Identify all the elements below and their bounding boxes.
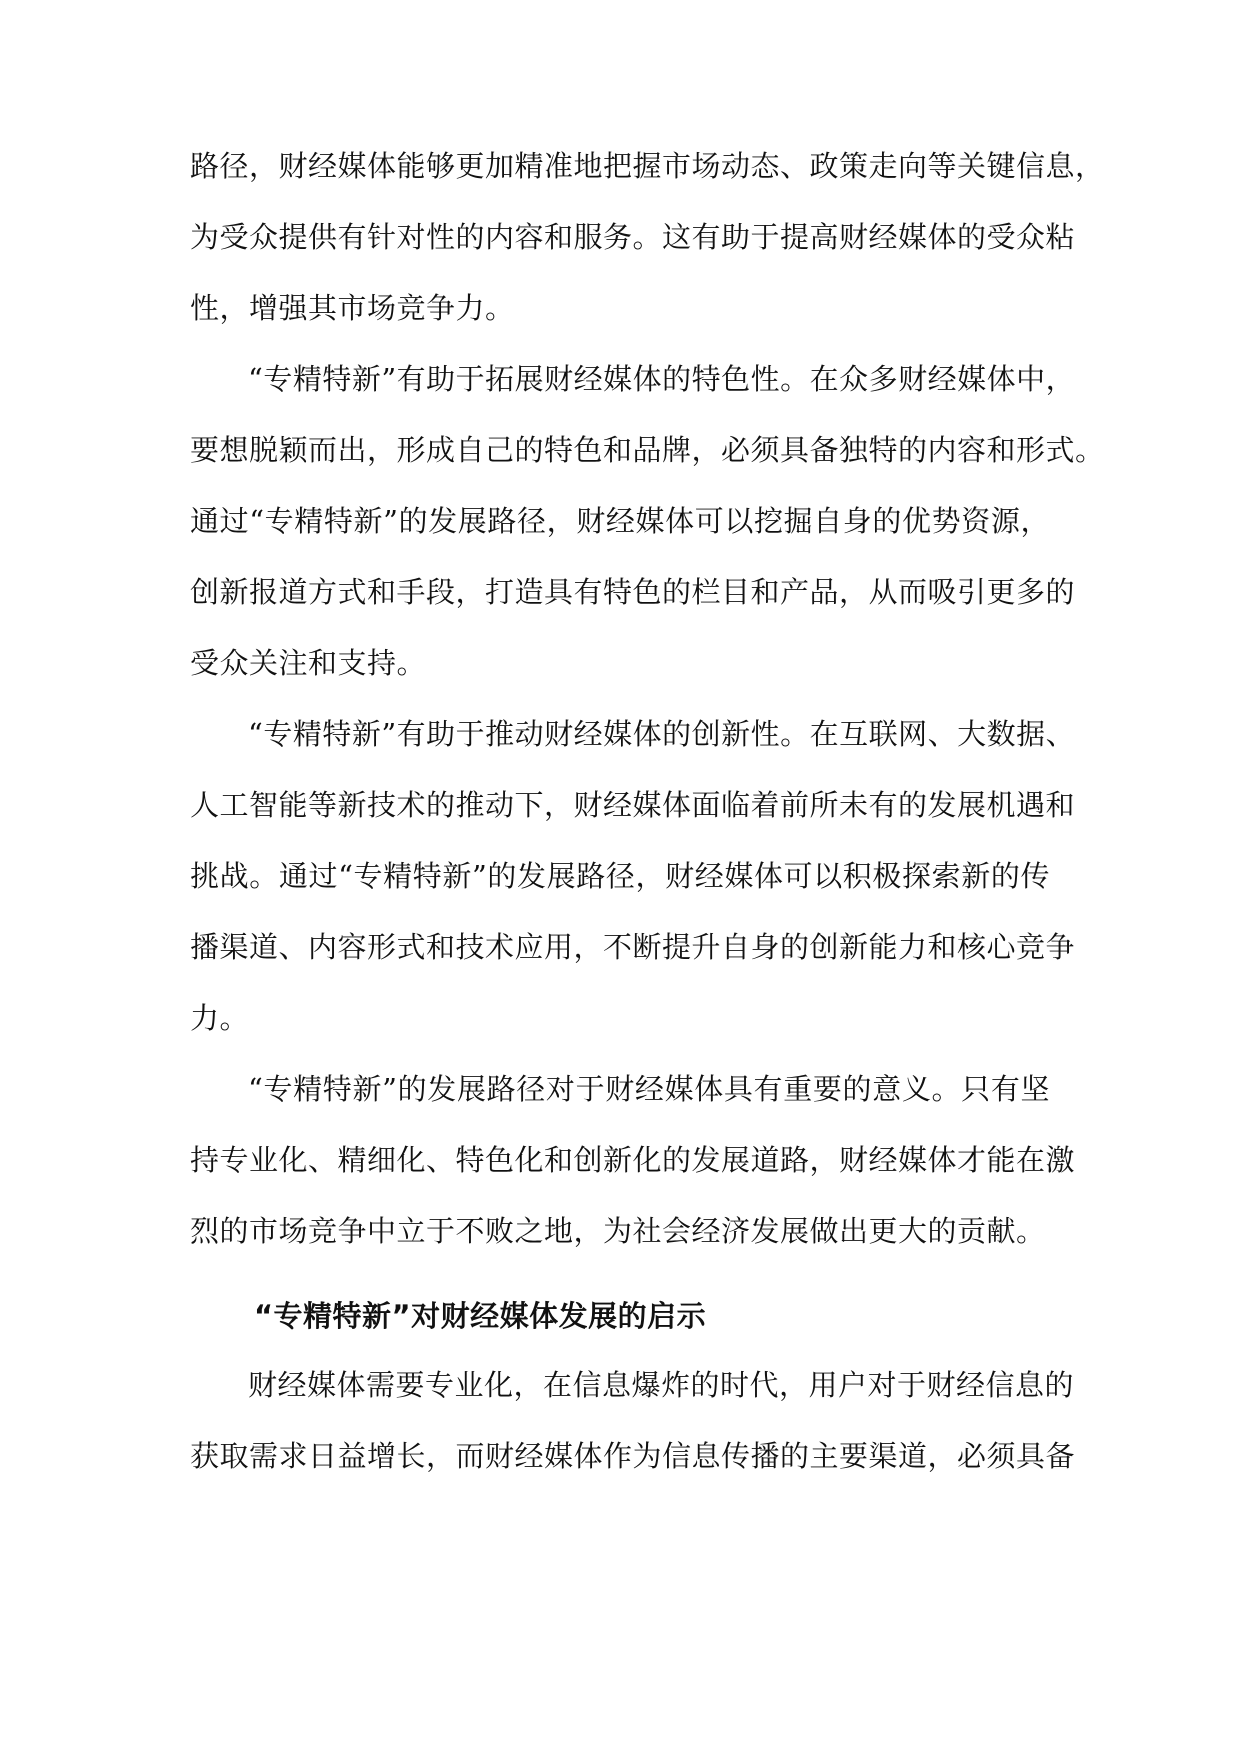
paragraph-line: 人工智能等新技术的推动下，财经媒体面临着前所未有的发展机遇和 (190, 788, 1076, 822)
paragraph-line: 创新报道方式和手段，打造具有特色的栏目和产品，从而吸引更多的 (190, 575, 1076, 609)
paragraph-line: “专精特新”的发展路径对于财经媒体具有重要的意义。只有坚 (248, 1072, 1050, 1106)
paragraph-line: 财经媒体需要专业化，在信息爆炸的时代，用户对于财经信息的 (248, 1368, 1075, 1402)
paragraph-line: 烈的市场竞争中立于不败之地，为社会经济发展做出更大的贡献。 (190, 1214, 1046, 1248)
paragraph-line: 性，增强其市场竞争力。 (190, 291, 515, 325)
paragraph-line: 要想脱颖而出，形成自己的特色和品牌，必须具备独特的内容和形式。 (190, 433, 1105, 467)
paragraph-line: “专精特新”有助于拓展财经媒体的特色性。在众多财经媒体中， (248, 362, 1076, 396)
paragraph-line: 为受众提供有针对性的内容和服务。这有助于提高财经媒体的受众粘 (190, 220, 1076, 254)
paragraph-line: 受众关注和支持。 (190, 646, 427, 680)
paragraph-line: 持专业化、精细化、特色化和创新化的发展道路，财经媒体才能在激 (190, 1143, 1076, 1177)
paragraph-line: 力。 (190, 1001, 250, 1035)
paragraph-line: 播渠道、内容形式和技术应用，不断提升自身的创新能力和核心竞争 (190, 930, 1076, 964)
paragraph-line: “专精特新”有助于推动财经媒体的创新性。在互联网、大数据、 (248, 717, 1076, 751)
paragraph-line: 获取需求日益增长，而财经媒体作为信息传播的主要渠道，必须具备 (190, 1439, 1076, 1473)
paragraph-line: 挑战。通过“专精特新”的发展路径，财经媒体可以积极探索新的传 (190, 859, 1050, 893)
paragraph-line: 路径，财经媒体能够更加精准地把握市场动态、政策走向等关键信息， (190, 149, 1105, 183)
section-heading: “专精特新”对财经媒体发展的启示 (254, 1299, 707, 1333)
paragraph-line: 通过“专精特新”的发展路径，财经媒体可以挖掘自身的优势资源， (190, 504, 1050, 538)
